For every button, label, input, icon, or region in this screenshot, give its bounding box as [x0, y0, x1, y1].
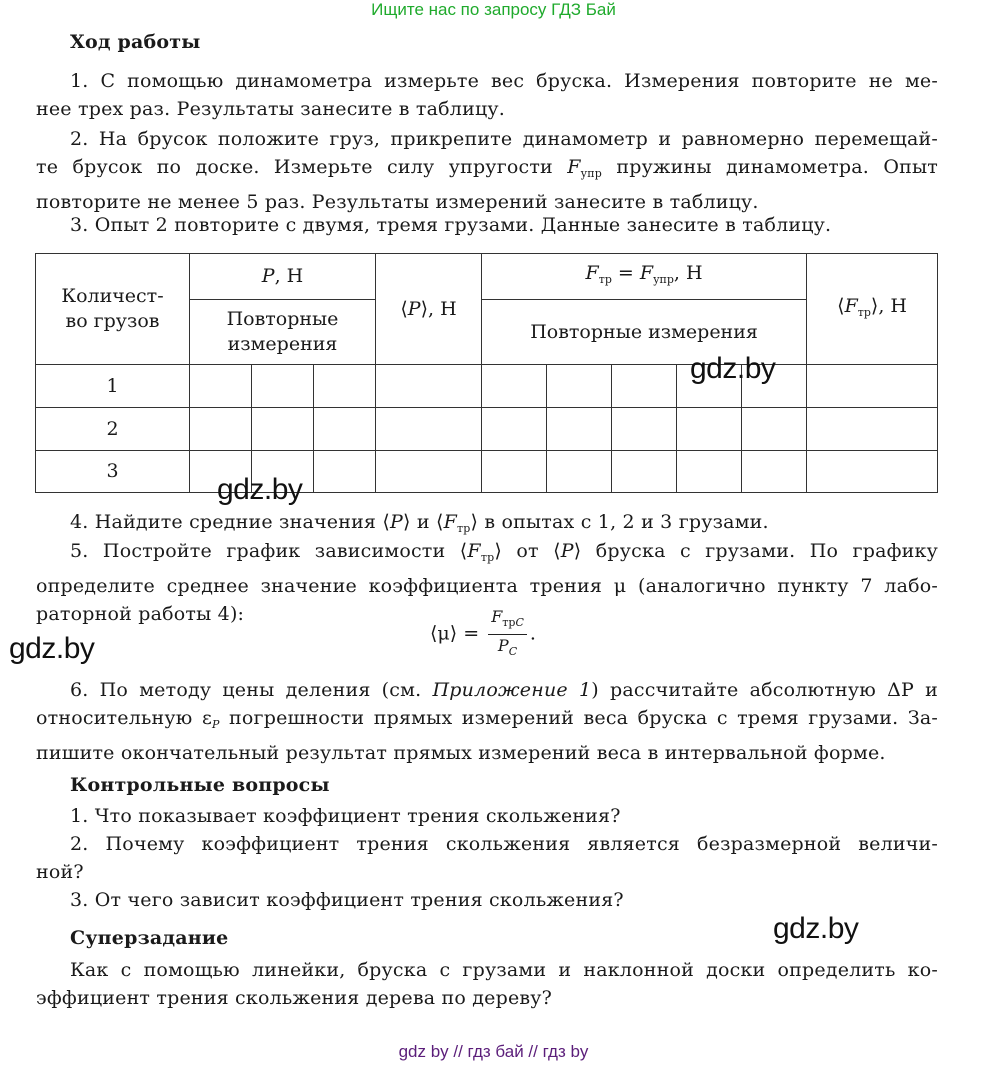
watermark: gdz.by [690, 352, 776, 385]
measurement-table [35, 253, 938, 493]
friction-formula: ⟨μ⟩ = $\frac{F_{трC}}{P_C}$ . [430, 607, 536, 658]
header-f-repeated: Повторные измерения [482, 300, 807, 365]
section-ход-работы [36, 28, 938, 56]
watermark: gdz.by [773, 912, 859, 945]
top-banner[interactable]: Ищите нас по запросу ГДЗ Бай [371, 0, 616, 19]
step-5: 5. Постройте график зависимости $⟨F_{тр}⟩$ от ⟨P⟩ бруска с грузами. По графику определите среднее значение коэффициента трения μ (аналогично пункту 7 лабо- раторной работы 4): [36, 540, 938, 625]
step-2: 2. На брусок положите груз, прикрепите динамометр и равномерно перемещай- те брусок по доске. Измерьте силу упругости $F_{упр}$ пружины динамометра. Опыт повторите не менее 5 раз. Результаты измерений занесите в таблицу. [36, 128, 938, 213]
header-f-avg: $⟨F_{тр}⟩$, Н [807, 254, 938, 365]
header-p-avg: ⟨P⟩, Н [376, 254, 482, 365]
section-title: Ход работы [70, 31, 201, 53]
supertask-text: Как с помощью линейки, бруска с грузами и наклонной доски определить ко- эффициент трения скольжения дерева по дереву? [36, 959, 938, 1009]
section-title: Суперзадание [70, 927, 229, 949]
step-3: 3. Опыт 2 повторите с двумя, тремя грузами. Данные занесите в таблицу. [70, 214, 832, 236]
header-p-repeated: Повторные измерения [190, 300, 376, 365]
header-load-count: Количест- во грузов [36, 254, 190, 365]
table-row: 3 [36, 451, 938, 493]
section-control-questions [36, 771, 938, 799]
questions: 1. Что показывает коэффициент трения скольжения? 2. Почему коэффициент трения скольжения является безразмерной величи- ной? 3. От чего зависит коэффициент трения скольжения? [36, 805, 938, 911]
header-p: P, Н [190, 254, 376, 300]
step-6: 6. По методу цены деления (см. Приложение 1) рассчитайте абсолютную ΔP и относительную $\varepsilon_P$ погрешности прямых измерений веса бруска с тремя грузами. За- пишите окончательный результат прямых измерений веса в интервальной форме. [36, 679, 938, 764]
section-title: Контрольные вопросы [70, 774, 330, 796]
table-row: 1 [36, 365, 938, 408]
watermark: gdz.by [217, 473, 303, 506]
watermark: gdz.by [9, 632, 95, 665]
step-1: 1. С помощью динамометра измерьте вес бруска. Измерения повторите не ме- нее трех раз. Результаты занесите в таблицу. [36, 70, 938, 120]
header-f: $F_{тр} = F_{упр}$, Н [482, 254, 807, 300]
footer-links[interactable]: gdz by // гдз бай // гдз by [398, 1042, 589, 1061]
step-4: 4. Найдите средние значения ⟨P⟩ и $⟨F_{тр}⟩$ в опытах с 1, 2 и 3 грузами. [70, 511, 769, 535]
table-row: 2 [36, 408, 938, 451]
